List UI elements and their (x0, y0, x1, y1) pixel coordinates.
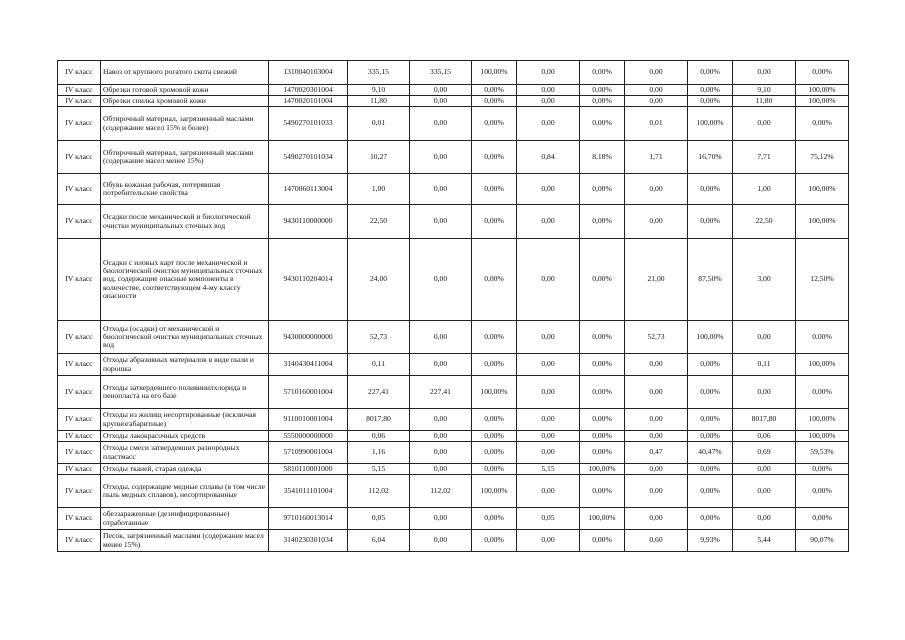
value-cell: 0,00 (410, 464, 472, 475)
value-cell: 0,00% (472, 464, 517, 475)
waste-name-cell: Отходы лакокрасочных средств (101, 431, 269, 442)
waste-code-cell: 9710160013014 (269, 508, 348, 530)
value-cell: 0,00% (472, 96, 517, 107)
value-cell: 0,00 (517, 354, 580, 376)
value-cell: 0,00% (472, 530, 517, 552)
value-cell: 112,02 (348, 475, 410, 508)
value-cell: 0,00% (796, 464, 849, 475)
waste-name-cell: Навоз от крупного рогатого скота свежий (101, 61, 269, 85)
value-cell: 0,00 (733, 107, 796, 141)
value-cell: 0,00% (796, 508, 849, 530)
hazard-class-cell: IV класс (58, 141, 101, 174)
value-cell: 0,00 (733, 61, 796, 85)
value-cell: 5,15 (517, 464, 580, 475)
value-cell: 59,53% (796, 442, 849, 464)
value-cell: 0,00 (517, 205, 580, 239)
value-cell: 0,06 (733, 431, 796, 442)
value-cell: 0,00% (688, 431, 733, 442)
table-row (58, 354, 849, 376)
waste-code-cell: 5810110001000 (269, 464, 348, 475)
value-cell: 100,00% (580, 508, 625, 530)
value-cell: 100,00% (688, 107, 733, 141)
value-cell: 100,00% (796, 354, 849, 376)
value-cell: 0,00% (796, 61, 849, 85)
value-cell: 0,00% (688, 508, 733, 530)
waste-name-cell: Обтирочный материал, загрязненный маслами (содержание масел 15% и более) (101, 107, 269, 141)
waste-code-cell: 9110010001004 (269, 409, 348, 431)
waste-code-cell: 3541011101004 (269, 475, 348, 508)
value-cell: 0,00% (580, 61, 625, 85)
waste-name-cell: Обрезки готовой хромовой кожи (101, 85, 269, 96)
value-cell: 0,00 (517, 530, 580, 552)
value-cell: 11,80 (733, 96, 796, 107)
waste-code-cell: 5490270101033 (269, 107, 348, 141)
value-cell: 0,00 (410, 354, 472, 376)
value-cell: 0,00 (517, 475, 580, 508)
value-cell: 0,00 (410, 107, 472, 141)
value-cell: 0,00 (517, 85, 580, 96)
value-cell: 0,60 (625, 530, 688, 552)
hazard-class-cell: IV класс (58, 205, 101, 239)
waste-code-cell: 5710990001004 (269, 442, 348, 464)
value-cell: 0,00 (517, 442, 580, 464)
value-cell: 0,00% (472, 354, 517, 376)
value-cell: 0,00 (625, 205, 688, 239)
hazard-class-cell: IV класс (58, 464, 101, 475)
value-cell: 0,00% (472, 174, 517, 205)
waste-name-cell: Обрезки спилка хромовой кожи (101, 96, 269, 107)
value-cell: 0,00% (472, 85, 517, 96)
waste-code-cell: 5490270101034 (269, 141, 348, 174)
value-cell: 0,00% (580, 107, 625, 141)
value-cell: 227,41 (348, 376, 410, 409)
value-cell: 0,84 (517, 141, 580, 174)
value-cell: 100,00% (580, 464, 625, 475)
value-cell: 1,00 (733, 174, 796, 205)
value-cell: 0,00 (517, 107, 580, 141)
waste-name-cell: Отходы затвердевшего поливинилхлорида и пенопласта на его базе (101, 376, 269, 409)
value-cell: 0,00 (410, 205, 472, 239)
table-row (58, 174, 849, 205)
waste-name-cell: Отходы, содержащие медные сплавы (в том числе пыль медных сплавов), несортированные (101, 475, 269, 508)
value-cell: 0,05 (517, 508, 580, 530)
waste-code-cell: 1470060113004 (269, 174, 348, 205)
waste-name-cell: Песок, загрязненный маслами (содержание масел менее 15%) (101, 530, 269, 552)
value-cell: 0,69 (733, 442, 796, 464)
value-cell: 0,00 (625, 508, 688, 530)
waste-code-cell: 5550000000000 (269, 431, 348, 442)
value-cell: 52,73 (625, 321, 688, 354)
value-cell: 0,00% (796, 376, 849, 409)
value-cell: 9,93% (688, 530, 733, 552)
value-cell: 16,70% (688, 141, 733, 174)
value-cell: 0,00 (517, 61, 580, 85)
value-cell: 0,00 (625, 96, 688, 107)
value-cell: 0,01 (348, 107, 410, 141)
hazard-class-cell: IV класс (58, 321, 101, 354)
value-cell: 0,00% (580, 205, 625, 239)
value-cell: 0,00% (472, 431, 517, 442)
waste-name-cell: Отходы из жилищ несортированные (исключая крупногабаритные) (101, 409, 269, 431)
value-cell: 0,00 (410, 96, 472, 107)
value-cell: 0,00% (688, 96, 733, 107)
value-cell: 12,50% (796, 239, 849, 321)
waste-name-cell: Осадки после механической и биологической очистки муниципальных сточных вод (101, 205, 269, 239)
value-cell: 0,00% (580, 85, 625, 96)
value-cell: 52,73 (348, 321, 410, 354)
hazard-class-cell: IV класс (58, 354, 101, 376)
value-cell: 90,07% (796, 530, 849, 552)
hazard-class-cell: IV класс (58, 442, 101, 464)
value-cell: 0,00% (688, 85, 733, 96)
waste-code-cell: 9430110000000 (269, 205, 348, 239)
value-cell: 0,00% (580, 376, 625, 409)
value-cell: 0,00% (580, 174, 625, 205)
value-cell: 11,80 (348, 96, 410, 107)
value-cell: 0,00 (733, 508, 796, 530)
waste-name-cell: Отходы тканей, старая одежда (101, 464, 269, 475)
value-cell: 0,00 (410, 174, 472, 205)
table-row (58, 205, 849, 239)
value-cell: 0,00% (472, 141, 517, 174)
value-cell: 3,00 (733, 239, 796, 321)
value-cell: 0,00% (472, 508, 517, 530)
value-cell: 0,00 (733, 376, 796, 409)
value-cell: 0,00% (580, 530, 625, 552)
hazard-class-cell: IV класс (58, 530, 101, 552)
value-cell: 0,00 (517, 376, 580, 409)
value-cell: 0,00 (517, 321, 580, 354)
hazard-class-cell: IV класс (58, 475, 101, 508)
waste-code-cell: 1470020101004 (269, 96, 348, 107)
value-cell: 0,00 (410, 409, 472, 431)
value-cell: 0,00% (688, 354, 733, 376)
value-cell: 335,15 (348, 61, 410, 85)
waste-name-cell: Обтирочный материал, загрязненный маслами (содержание масел менее 15%) (101, 141, 269, 174)
value-cell: 9,10 (348, 85, 410, 96)
value-cell: 0,00 (625, 475, 688, 508)
hazard-class-cell: IV класс (58, 85, 101, 96)
value-cell: 0,00% (688, 61, 733, 85)
value-cell: 0,00% (580, 96, 625, 107)
table-row (58, 442, 849, 464)
waste-code-cell: 9430110204014 (269, 239, 348, 321)
value-cell: 0,00 (410, 85, 472, 96)
table-row (58, 85, 849, 96)
value-cell: 0,00 (410, 239, 472, 321)
hazard-class-cell: IV класс (58, 409, 101, 431)
hazard-class-cell: IV класс (58, 174, 101, 205)
value-cell: 0,00% (472, 442, 517, 464)
hazard-class-cell: IV класс (58, 96, 101, 107)
table-row (58, 376, 849, 409)
waste-name-cell: Отходы абразивных материалов в виде пыли и порошка (101, 354, 269, 376)
value-cell: 75,12% (796, 141, 849, 174)
value-cell: 100,00% (796, 409, 849, 431)
value-cell: 8,18% (580, 141, 625, 174)
value-cell: 0,00 (733, 475, 796, 508)
value-cell: 0,00% (472, 107, 517, 141)
value-cell: 0,47 (625, 442, 688, 464)
value-cell: 0,00 (410, 431, 472, 442)
value-cell: 0,00% (688, 376, 733, 409)
value-cell: 100,00% (796, 85, 849, 96)
value-cell: 100,00% (688, 321, 733, 354)
value-cell: 22,50 (733, 205, 796, 239)
value-cell: 100,00% (796, 174, 849, 205)
value-cell: 1,00 (348, 174, 410, 205)
waste-name-cell: Обувь кожаная рабочая, потерявшая потребительские свойства (101, 174, 269, 205)
value-cell: 1,71 (625, 141, 688, 174)
value-cell: 6,04 (348, 530, 410, 552)
value-cell: 0,00 (410, 321, 472, 354)
table-row (58, 61, 849, 85)
value-cell: 5,44 (733, 530, 796, 552)
value-cell: 100,00% (472, 376, 517, 409)
table-row (58, 475, 849, 508)
value-cell: 0,00% (688, 205, 733, 239)
value-cell: 0,11 (348, 354, 410, 376)
value-cell: 87,50% (688, 239, 733, 321)
value-cell: 0,00 (625, 85, 688, 96)
value-cell: 112,02 (410, 475, 472, 508)
value-cell: 0,00% (688, 174, 733, 205)
value-cell: 0,00 (625, 174, 688, 205)
value-cell: 22,50 (348, 205, 410, 239)
value-cell: 0,00% (472, 409, 517, 431)
value-cell: 7,71 (733, 141, 796, 174)
value-cell: 8017,80 (348, 409, 410, 431)
table-row (58, 239, 849, 321)
value-cell: 0,00 (625, 464, 688, 475)
value-cell: 100,00% (472, 475, 517, 508)
hazard-class-cell: IV класс (58, 508, 101, 530)
value-cell: 335,15 (410, 61, 472, 85)
value-cell: 0,00% (688, 475, 733, 508)
value-cell: 0,11 (733, 354, 796, 376)
value-cell: 8017,80 (733, 409, 796, 431)
value-cell: 0,00 (625, 409, 688, 431)
value-cell: 0,05 (348, 508, 410, 530)
waste-code-cell: 3140230301034 (269, 530, 348, 552)
value-cell: 0,00 (410, 530, 472, 552)
value-cell: 0,00% (472, 321, 517, 354)
value-cell: 0,00% (796, 475, 849, 508)
value-cell: 0,00 (410, 442, 472, 464)
value-cell: 0,00% (796, 321, 849, 354)
value-cell: 227,41 (410, 376, 472, 409)
hazard-class-cell: IV класс (58, 107, 101, 141)
value-cell: 0,00% (580, 239, 625, 321)
value-cell: 0,00% (580, 475, 625, 508)
table-body (58, 61, 849, 552)
value-cell: 0,00% (580, 409, 625, 431)
hazard-class-cell: IV класс (58, 61, 101, 85)
value-cell: 0,00 (733, 321, 796, 354)
table-row (58, 321, 849, 354)
value-cell: 21,00 (625, 239, 688, 321)
value-cell: 100,00% (796, 205, 849, 239)
value-cell: 9,10 (733, 85, 796, 96)
value-cell: 0,00% (472, 239, 517, 321)
waste-name-cell: обеззараженные (дезинфицированные) отработанные (101, 508, 269, 530)
table-row (58, 464, 849, 475)
value-cell: 1,16 (348, 442, 410, 464)
waste-code-cell: 9430000000000 (269, 321, 348, 354)
value-cell: 0,00 (517, 239, 580, 321)
value-cell: 0,00% (688, 464, 733, 475)
value-cell: 0,00 (517, 431, 580, 442)
table-row (58, 141, 849, 174)
hazard-class-cell: IV класс (58, 376, 101, 409)
value-cell: 0,00 (410, 508, 472, 530)
value-cell: 0,00% (580, 431, 625, 442)
waste-code-cell: 1310040103004 (269, 61, 348, 85)
value-cell: 100,00% (796, 431, 849, 442)
value-cell: 24,00 (348, 239, 410, 321)
hazard-class-cell: IV класс (58, 431, 101, 442)
table-row (58, 96, 849, 107)
value-cell: 0,00 (517, 96, 580, 107)
value-cell: 0,01 (625, 107, 688, 141)
value-cell: 0,00 (517, 174, 580, 205)
value-cell: 0,06 (348, 431, 410, 442)
value-cell: 0,00 (625, 354, 688, 376)
waste-name-cell: Отходы смеси затвердевших разнородных пластмасс (101, 442, 269, 464)
value-cell: 0,00% (580, 321, 625, 354)
waste-code-cell: 5710160001004 (269, 376, 348, 409)
hazard-class-cell: IV класс (58, 239, 101, 321)
table-row (58, 107, 849, 141)
table-row (58, 431, 849, 442)
waste-code-cell: 1470020301004 (269, 85, 348, 96)
waste-name-cell: Отходы (осадки) от механической и биологической очистки муниципальных сточных вод (101, 321, 269, 354)
value-cell: 0,00% (796, 107, 849, 141)
waste-name-cell: Осадки с иловых карт после механической и биологической очистки муниципальных сточных вод, содержащие опасные компоненты в количестве, соответствующем 4-му классу опасности (101, 239, 269, 321)
value-cell: 0,00 (625, 61, 688, 85)
table-row (58, 530, 849, 552)
value-cell: 40,47% (688, 442, 733, 464)
waste-code-cell: 3140430411004 (269, 354, 348, 376)
value-cell: 0,00% (688, 409, 733, 431)
value-cell: 0,00 (517, 409, 580, 431)
value-cell: 0,00% (580, 442, 625, 464)
value-cell: 0,00% (472, 205, 517, 239)
value-cell: 10,27 (348, 141, 410, 174)
table-row (58, 508, 849, 530)
value-cell: 5,15 (348, 464, 410, 475)
value-cell: 0,00 (625, 376, 688, 409)
value-cell: 100,00% (472, 61, 517, 85)
value-cell: 0,00 (410, 141, 472, 174)
value-cell: 0,00% (580, 354, 625, 376)
value-cell: 100,00% (796, 96, 849, 107)
table-row (58, 409, 849, 431)
waste-table (57, 60, 849, 552)
value-cell: 0,00 (733, 464, 796, 475)
value-cell: 0,00 (625, 431, 688, 442)
